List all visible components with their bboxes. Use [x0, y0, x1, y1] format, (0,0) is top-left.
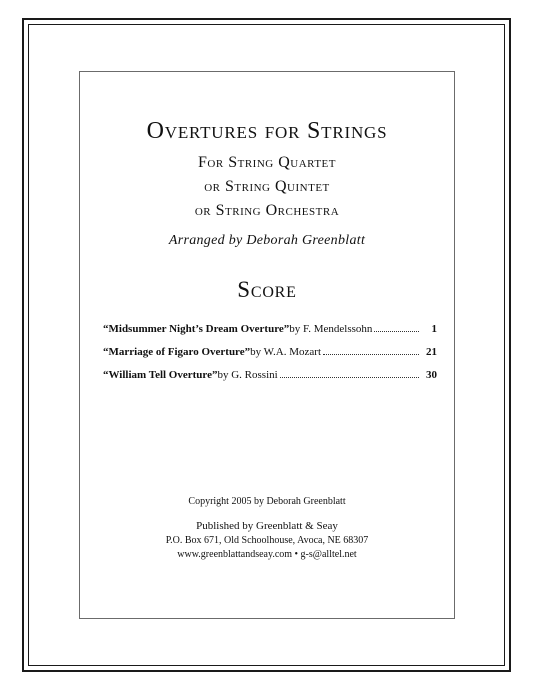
publisher-line: Published by Greenblatt & Seay: [196, 520, 338, 532]
toc-piece-title: “Midsummer Night’s Dream Overture”: [103, 323, 290, 335]
title-page: [79, 71, 455, 619]
subtitle-quintet: or String Quintet: [204, 178, 330, 195]
toc-page-number: 1: [431, 323, 437, 335]
publisher-contact: www.greenblattandseay.com • g-s@alltel.net: [177, 549, 357, 560]
toc-composer: by G. Rossini: [217, 369, 278, 381]
publisher-address: P.O. Box 671, Old Schoolhouse, Avoca, NE 68307: [165, 535, 369, 546]
toc-entry: [103, 323, 437, 346]
section-heading: Score: [237, 277, 297, 302]
toc-leader: [374, 323, 419, 332]
arranger-credit: Arranged by Deborah Greenblatt: [168, 233, 366, 248]
copyright-notice: Copyright 2005 by Deborah Greenblatt: [188, 496, 346, 507]
toc-page-number: 30: [426, 369, 437, 381]
toc-entry: [103, 369, 437, 392]
toc-piece-title: “Marriage of Figaro Overture”: [103, 346, 251, 358]
toc-leader: [280, 369, 419, 378]
subtitle-quartet: For String Quartet: [198, 154, 336, 171]
toc-piece-title: “William Tell Overture”: [103, 369, 218, 381]
toc-entry: [103, 346, 437, 369]
subtitle-orchestra: or String Orchestra: [194, 202, 340, 219]
toc-composer: by F. Mendelssohn: [289, 323, 373, 335]
toc-composer: by W.A. Mozart: [250, 346, 322, 358]
table-of-contents: [103, 323, 437, 392]
toc-page-number: 21: [426, 346, 437, 358]
page-title: Overtures for Strings: [146, 118, 388, 144]
toc-leader: [323, 346, 419, 355]
